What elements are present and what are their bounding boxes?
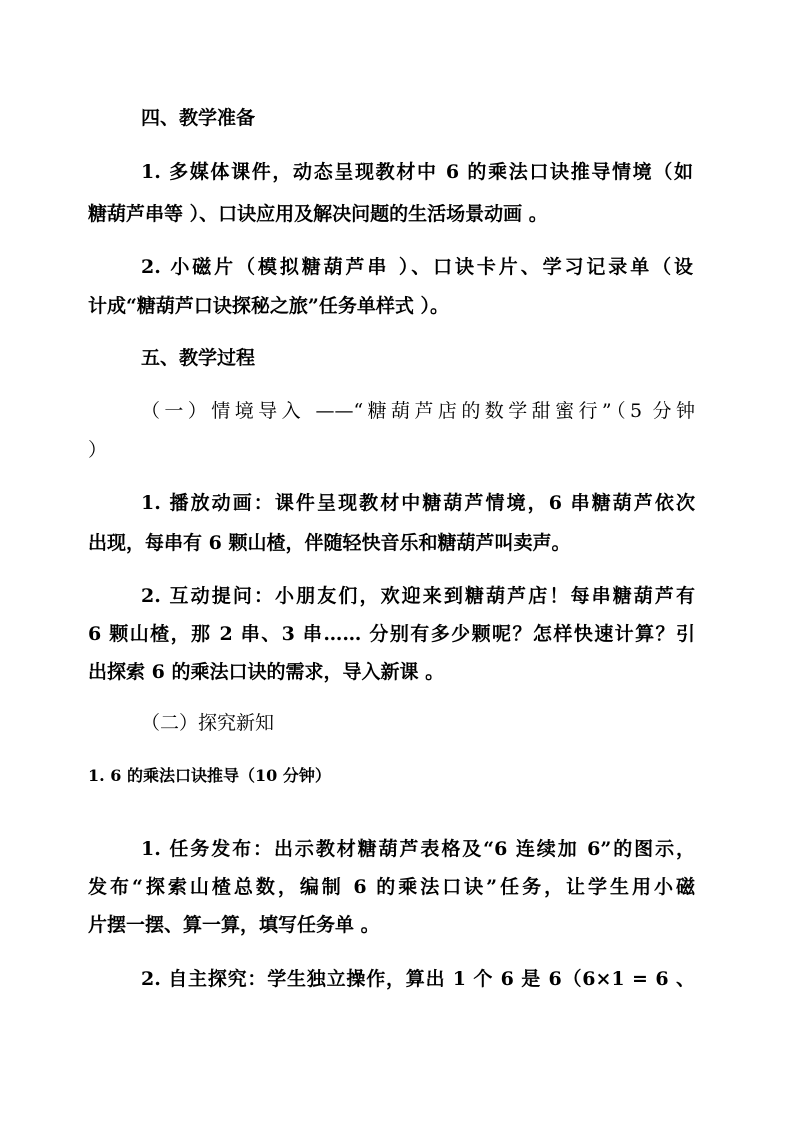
part-2-title: （二）探究新知 — [141, 712, 275, 734]
part-1-title-line-1: （一）情境导入 ——“糖葫芦店的数学甜蜜行”（5 分钟 — [141, 400, 695, 422]
explore-step-1-line-1: 1. 任务发布：出示教材糖葫芦表格及“6 连续加 6”的图示， — [141, 838, 695, 860]
prep-item-1-line-2: 糖葫芦串等 ）、口诀应用及解决问题的生活场景动画 。 — [88, 203, 548, 225]
intro-step-2-line-3: 出探索 6 的乘法口诀的需求，导入新课 。 — [88, 661, 445, 683]
explore-step-1-line-2: 发布“探索山楂总数，编制 6 的乘法口诀”任务，让学生用小磁 — [88, 876, 695, 898]
prep-item-2-line-1: 2. 小磁片（模拟糖葫芦串 ）、口诀卡片、学习记录单（设 — [141, 256, 693, 278]
section-5-heading: 五、教学过程 — [141, 347, 256, 369]
intro-step-1-line-1: 1. 播放动画：课件呈现教材中糖葫芦情境，6 串糖葫芦依次 — [141, 492, 695, 514]
subsection-1-title: 1. 6 的乘法口诀推导（10 分钟） — [88, 766, 331, 785]
explore-step-1-line-3: 片摆一摆、算一算，填写任务单 。 — [88, 914, 380, 936]
explore-step-2-line-1: 2. 自主探究：学生独立操作，算出 1 个 6 是 6（6×1 = 6 、 — [141, 968, 695, 990]
prep-item-1-line-1: 1. 多媒体课件，动态呈现教材中 6 的乘法口诀推导情境（如 — [141, 161, 693, 183]
section-4-heading: 四、教学准备 — [141, 107, 256, 129]
prep-item-2-line-2: 计成“糖葫芦口诀探秘之旅”任务单样式 ）。 — [88, 295, 449, 317]
intro-step-2-line-1: 2. 互动提问：小朋友们，欢迎来到糖葫芦店！每串糖葫芦有 — [141, 585, 695, 607]
part-1-title-line-2: ） — [88, 439, 108, 461]
intro-step-1-line-2: 出现，每串有 6 颗山楂，伴随轻快音乐和糖葫芦叫卖声。 — [88, 532, 571, 554]
intro-step-2-line-2: 6 颗山楂，那 2 串、3 串…… 分别有多少颗呢？怎样快速计算？引 — [88, 623, 695, 645]
